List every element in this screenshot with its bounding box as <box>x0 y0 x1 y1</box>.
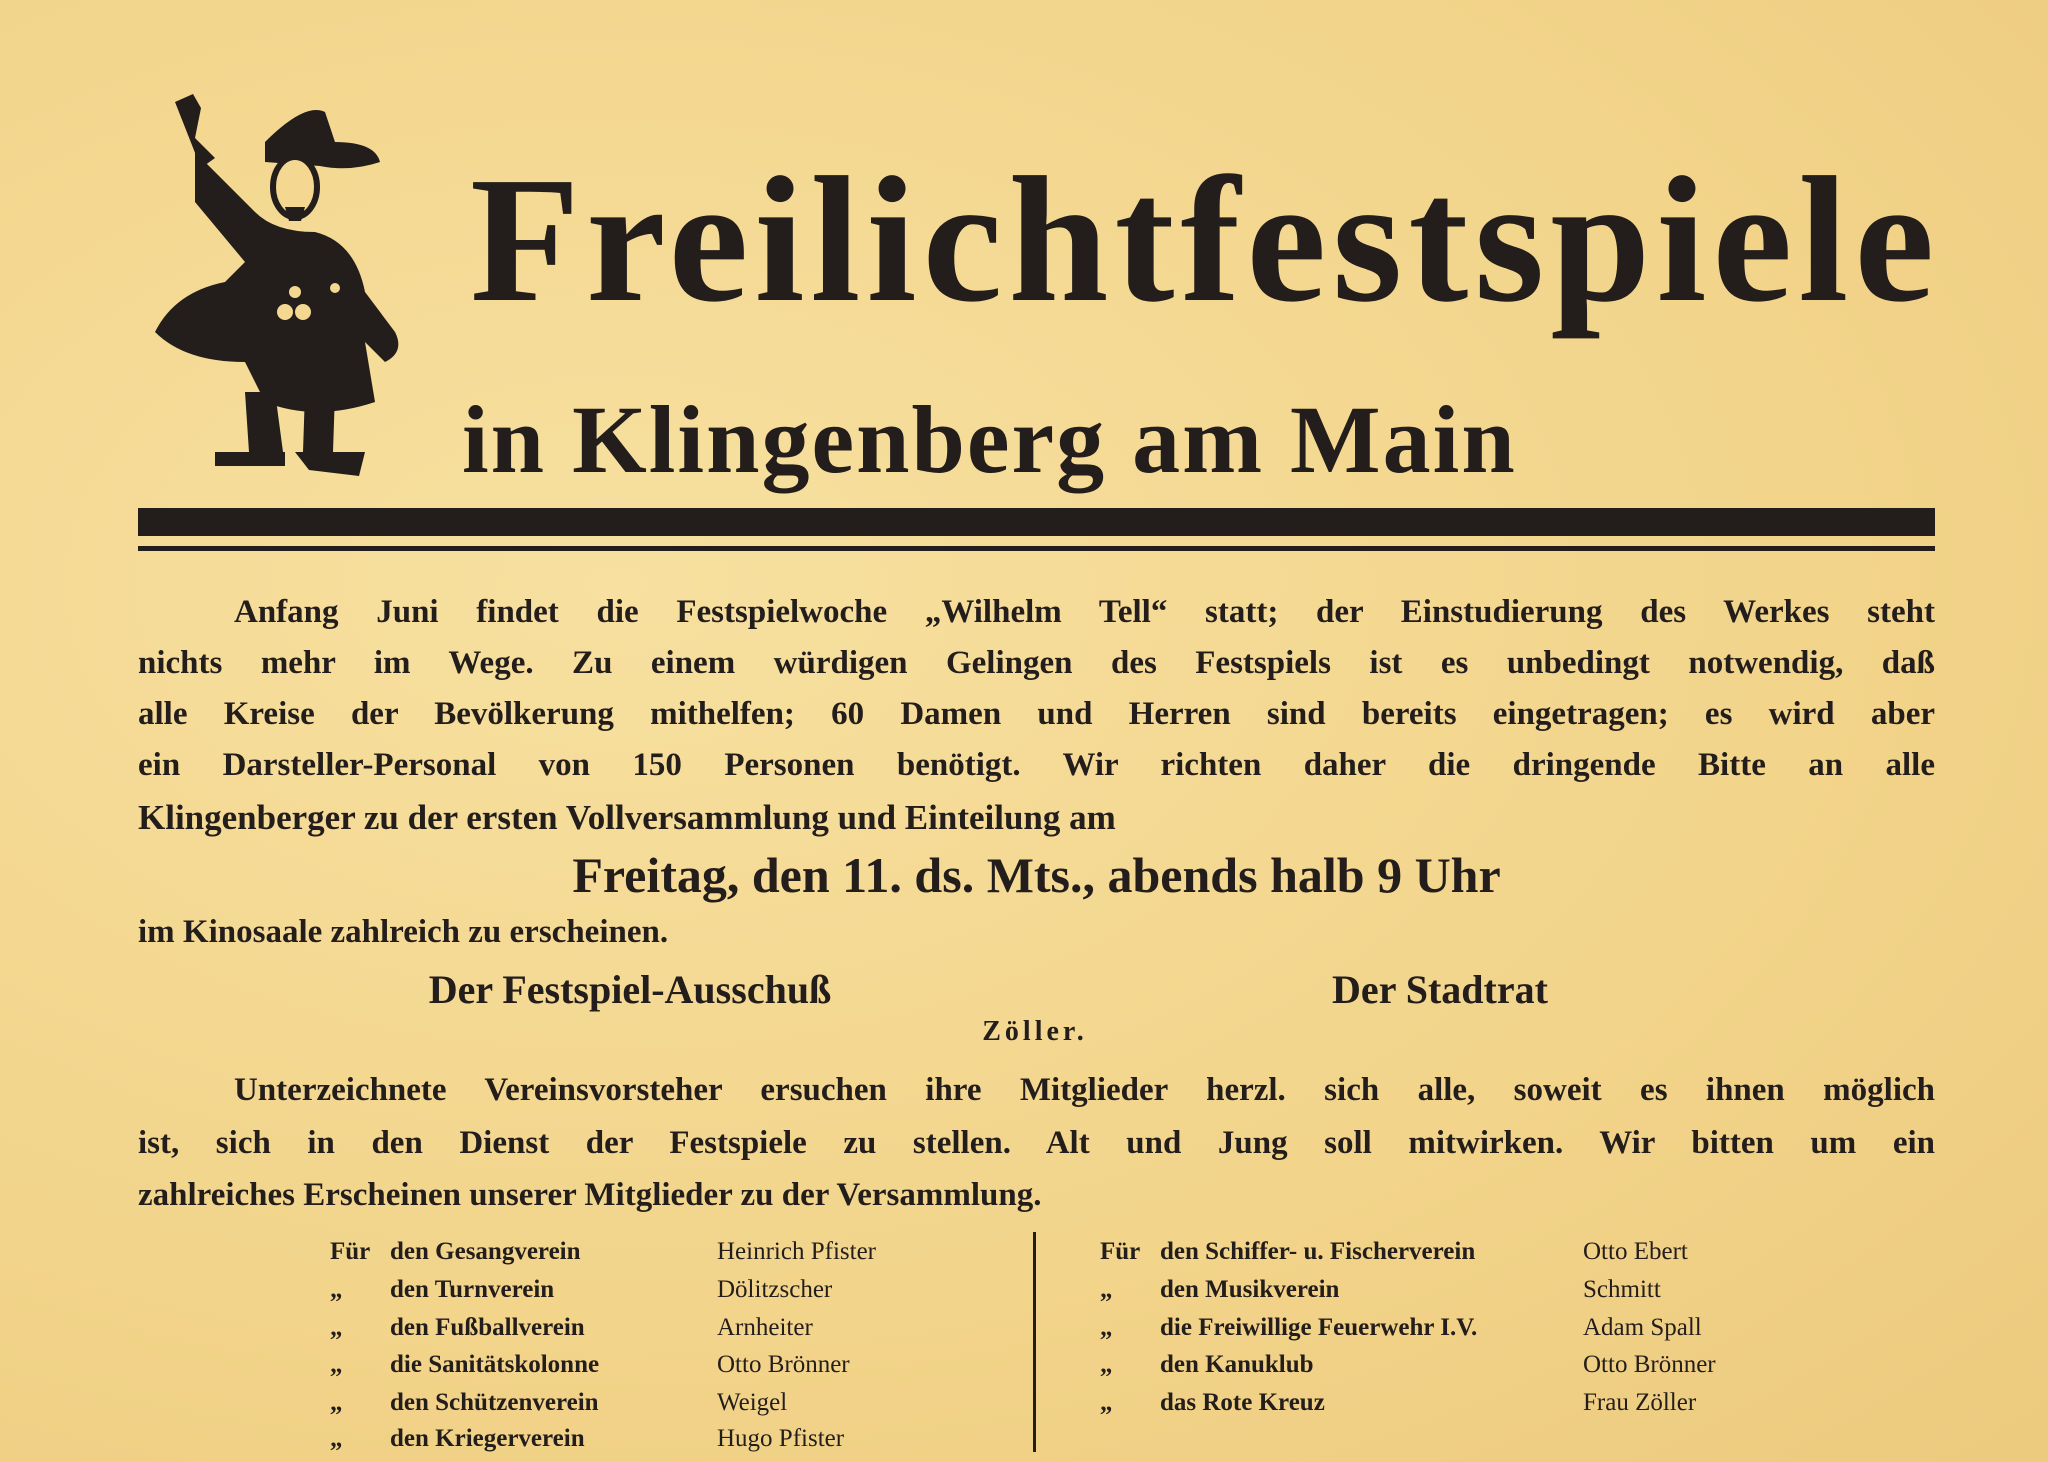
intro-line: Anfang Juni findet die Festspielwoche „Wilhelm Tell“ statt; der Einstudierung des Werkes steht <box>234 594 1935 630</box>
thin-divider <box>138 546 1935 551</box>
club-row: Für den Schiffer- u. Fischerverein <box>1100 1238 1476 1265</box>
club-leader: Hugo Pfister <box>717 1425 845 1452</box>
club-row: „ den Turnverein <box>330 1276 555 1303</box>
club-leader: Otto Brönner <box>1583 1351 1716 1378</box>
club-row: „ den Fußballverein <box>330 1314 585 1341</box>
appeal-line: Unterzeichnete Vereinsvorsteher ersuchen ihre Mitglieder herzl. sich alle, soweit es ihnen möglich <box>234 1072 1935 1108</box>
thick-divider <box>138 508 1935 536</box>
club-row: Für den Gesangverein <box>330 1238 581 1265</box>
club-leader: Arnheiter <box>717 1314 813 1341</box>
intro-closing: im Kinosaale zahlreich zu erscheinen. <box>138 914 669 950</box>
club-row: „ das Rote Kreuz <box>1100 1389 1325 1416</box>
club-leader: Frau Zöller <box>1583 1389 1697 1416</box>
wilhelm-tell-mascot-icon <box>135 92 445 492</box>
club-leader: Dölitzscher <box>717 1276 833 1303</box>
intro-line: nichts mehr im Wege. Zu einem würdigen Gelingen des Festspiels ist es unbedingt notwendig, daß <box>138 645 1935 681</box>
appeal-line: ist, sich in den Dienst der Festspiele zu stellen. Alt und Jung soll mitwirken. Wir bitten um ein <box>138 1125 1935 1161</box>
poster-title: Freilichtfestspiele <box>470 140 1941 339</box>
club-leader: Weigel <box>717 1389 788 1416</box>
signature-name: Zöller. <box>982 1016 1088 1047</box>
signature-festival-committee: Der Festspiel-Ausschuß <box>428 967 832 1012</box>
club-leader: Otto Brönner <box>717 1351 850 1378</box>
intro-line: alle Kreise der Bevölkerung mithelfen; 60 Damen und Herren sind bereits eingetragen; es wird aber <box>138 696 1935 732</box>
club-row: „ den Kanuklub <box>1100 1351 1314 1378</box>
club-leader: Heinrich Pfister <box>717 1238 876 1265</box>
appeal-line: zahlreiches Erscheinen unserer Mitglieder zu der Versammlung. <box>138 1177 1042 1213</box>
club-row: „ die Freiwillige Feuerwehr I.V. <box>1100 1314 1478 1341</box>
club-leader: Adam Spall <box>1583 1314 1702 1341</box>
poster-subtitle: in Klingenberg am Main <box>462 386 1517 493</box>
club-leader: Schmitt <box>1583 1276 1661 1303</box>
club-leader: Otto Ebert <box>1583 1238 1688 1265</box>
signature-city-council: Der Stadtrat <box>1332 967 1548 1012</box>
club-row: „ den Kriegerverein <box>330 1425 585 1452</box>
club-row: „ die Sanitätskolonne <box>330 1351 600 1378</box>
meeting-date: Freitag, den 11. ds. Mts., abends halb 9 Uhr <box>572 847 1501 903</box>
intro-line: ein Darsteller-Personal von 150 Personen benötigt. Wir richten daher die dringende Bitte an alle <box>138 747 1935 783</box>
intro-line: Klingenberger zu der ersten Vollversammlung und Einteilung am <box>138 798 1116 837</box>
club-row: „ den Musikverein <box>1100 1276 1340 1303</box>
club-row: „ den Schützenverein <box>330 1389 599 1416</box>
column-divider <box>1033 1232 1036 1452</box>
